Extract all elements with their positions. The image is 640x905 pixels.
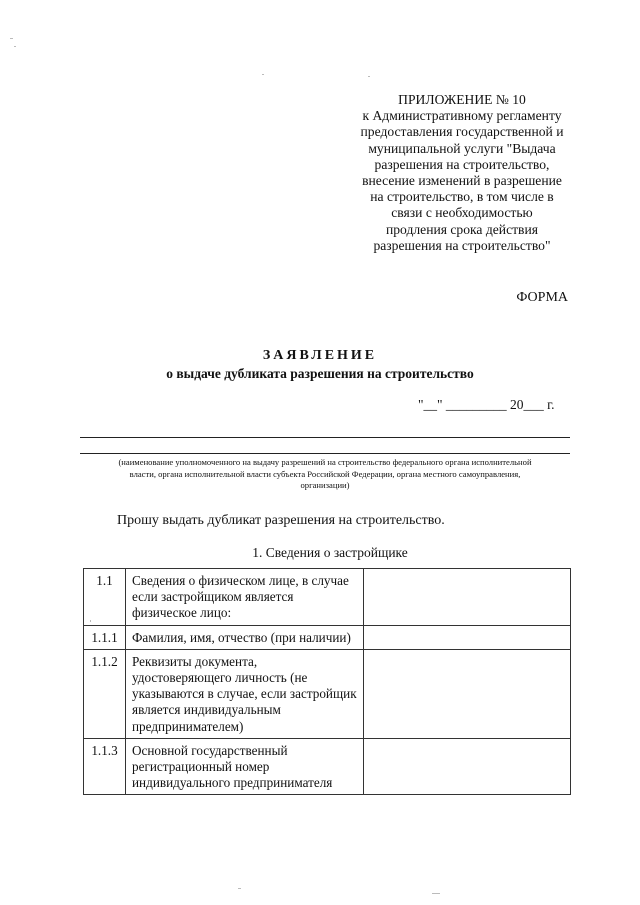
document-subtitle: о выдаче дубликата разрешения на строительство	[166, 366, 474, 381]
date-field[interactable]: "__" _________ 20___ г.	[418, 397, 555, 412]
authority-caption	[82, 457, 568, 492]
request-text: Прошу выдать дубликат разрешения на строительство.	[117, 513, 445, 528]
row-label: Сведения о физическом лице, в случае если застройщиком является физическое лицо:	[126, 569, 364, 626]
row-value-cell[interactable]	[364, 625, 571, 649]
row-label: Реквизиты документа, удостоверяющего личность (не указываются в случае, если застройщик является индивидуальным предпринимателем)	[126, 649, 364, 738]
table-row	[84, 738, 571, 795]
appendix-line: к Административному регламенту	[362, 108, 562, 124]
authority-line[interactable]	[80, 453, 570, 454]
scan-speck	[10, 38, 13, 39]
scan-speck	[368, 76, 370, 77]
developer-info-table	[83, 568, 571, 795]
scan-speck	[90, 620, 91, 622]
row-number: 1.1	[84, 569, 126, 626]
table-row	[84, 649, 571, 738]
scan-speck	[262, 74, 264, 75]
section-title: 1. Сведения о застройщике	[252, 545, 408, 560]
row-value-cell[interactable]	[364, 649, 571, 738]
row-value-cell[interactable]	[364, 738, 571, 795]
row-value-cell[interactable]	[364, 569, 571, 626]
appendix-line: продления срока действия	[385, 221, 538, 237]
appendix-line: разрешения на строительство,	[374, 156, 550, 172]
row-number: 1.1.1	[84, 625, 126, 649]
appendix-line: на строительство, в том числе в	[370, 189, 554, 205]
scan-speck	[14, 46, 16, 47]
document-title: ЗАЯВЛЕНИЕ	[262, 348, 378, 363]
table-row	[84, 625, 571, 649]
authority-line[interactable]	[80, 437, 570, 438]
appendix-header	[346, 92, 578, 254]
form-label: ФОРМА	[516, 290, 568, 305]
row-label: Основной государственный регистрационный номер индивидуального предпринимателя	[126, 738, 364, 795]
scan-speck	[238, 888, 241, 889]
appendix-line: разрешения на строительство"	[373, 237, 551, 253]
row-number: 1.1.3	[84, 738, 126, 795]
appendix-line: ПРИЛОЖЕНИЕ № 10	[398, 92, 526, 107]
caption-line: (наименование уполномоченного на выдачу разрешений на строительство федерального органа исполнительной	[118, 457, 532, 467]
row-number: 1.1.2	[84, 649, 126, 738]
appendix-line: муниципальной услуги "Выдача	[368, 140, 556, 156]
row-label: Фамилия, имя, отчество (при наличии)	[126, 625, 364, 649]
scan-speck	[432, 893, 440, 894]
appendix-line: связи с необходимостью	[391, 205, 533, 221]
appendix-line: предоставления государственной и	[360, 124, 564, 140]
table-row	[84, 569, 571, 626]
appendix-line: внесение изменений в разрешение	[362, 173, 562, 189]
caption-line: власти, органа исполнительной власти субъекта Российской Федерации, органа местного самоуправления,	[129, 468, 521, 479]
caption-line: организации)	[300, 480, 350, 490]
